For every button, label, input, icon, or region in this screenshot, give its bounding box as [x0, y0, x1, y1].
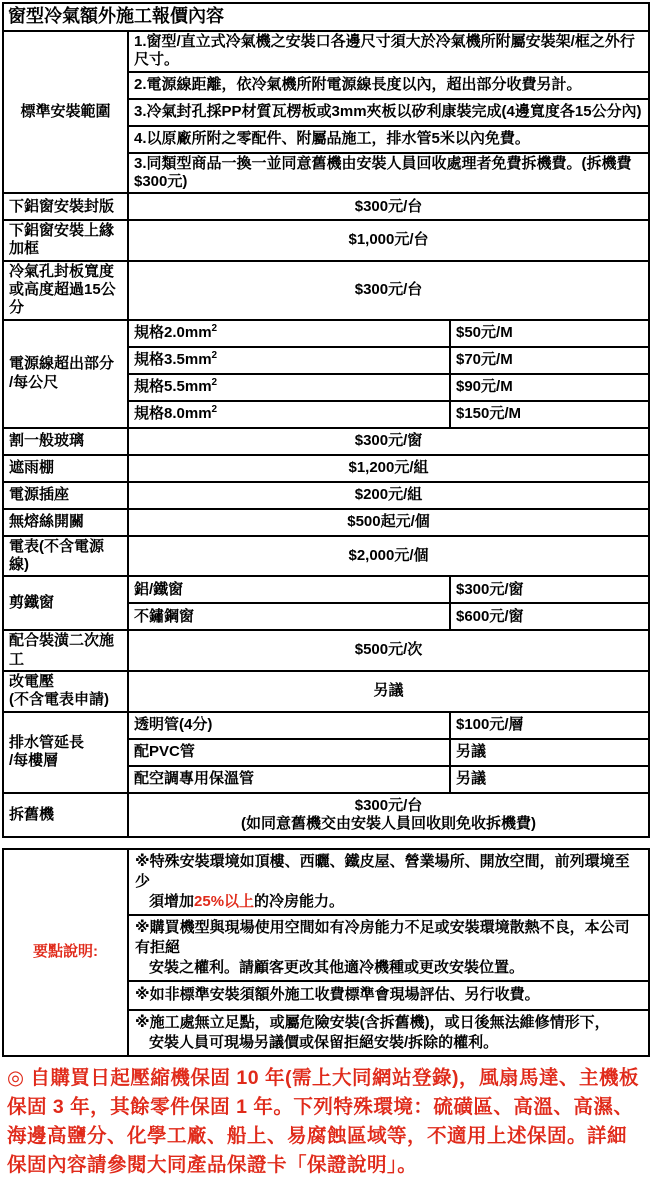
- spec-price: 另議: [450, 739, 649, 766]
- scope-item: 2.電源線距離，依冷氣機所附電源線長度以內，超出部分收費另計。: [128, 72, 649, 99]
- table-row: [3, 320, 649, 347]
- notes-table: [2, 848, 650, 1057]
- row-price: $2,000元/個: [128, 536, 649, 577]
- scope-label: 標準安裝範圍: [3, 31, 128, 193]
- row-price: $300元/台: [128, 261, 649, 320]
- row-price: $300元/窗: [128, 428, 649, 455]
- spec-name: 規格$8.0mm^2$: [128, 401, 450, 428]
- row-price: 另議: [128, 671, 649, 712]
- row-price: $200元/組: [128, 482, 649, 509]
- table-row: [3, 482, 649, 509]
- spec-price: 另議: [450, 766, 649, 793]
- scope-item: 3.同類型商品一換一並同意舊機由安裝人員回收處理者免費拆機費。(拆機費$300元): [128, 153, 649, 194]
- table-row: [3, 849, 649, 915]
- superscript: 2: [211, 377, 218, 389]
- row-label: 電表(不含電源線): [3, 536, 128, 577]
- scope-item: 3.冷氣封孔採PP材質瓦楞板或3mm夾板以矽利康裝完成(4邊寬度各15公分內): [128, 99, 649, 126]
- table-row: [3, 671, 649, 712]
- table-row: [3, 428, 649, 455]
- table-row: [3, 712, 649, 739]
- page-title: 窗型冷氣額外施工報價內容: [3, 3, 649, 31]
- note-item: ※如非標準安裝須額外施工收費標準會現場評估、另行收費。: [128, 981, 649, 1010]
- spec-price: $90元/M: [450, 374, 649, 401]
- row-price: $500起元/個: [128, 509, 649, 536]
- row-label: 電源線超出部分: [9, 355, 115, 373]
- spec-price: $600元/窗: [450, 603, 649, 630]
- row-price: $300元/台: [128, 193, 649, 220]
- warranty-text: ◎ 自購買日起壓縮機保固 10 年(需上大同網站登錄)，風扇馬達、主機板保固 3 年，其餘零件保固 1 年。下列特殊環境：硫磺區、高溫、高濕、海邊高鹽分、化學工廠、船上、易腐蝕區域等，不適用上述保固。詳細保固內容請參閱大同產品保證卡「保證說明」。: [7, 1066, 639, 1176]
- iron-window-label: 剪鐵窗: [3, 576, 128, 630]
- row-label: 冷氣孔封板寬度或高度超過15公分: [3, 261, 128, 320]
- table-row: [3, 455, 649, 482]
- row-label: 下鋁窗安裝上緣加框: [3, 220, 128, 261]
- superscript: 2: [211, 323, 218, 335]
- table-row: [3, 509, 649, 536]
- notes-label: 要點說明:: [3, 849, 128, 1056]
- row-label: 配合裝潢二次施工: [3, 630, 128, 671]
- drain-pipe-label: 排水管延長 /每樓層: [3, 712, 128, 793]
- superscript: 2: [211, 350, 218, 362]
- table-row: [3, 31, 649, 72]
- spec-price: $300元/窗: [450, 576, 649, 603]
- voltage-label: 改電壓 (不含電表申請): [3, 671, 128, 712]
- table-row: [3, 793, 649, 837]
- spec-price: $70元/M: [450, 347, 649, 374]
- table-row: [3, 261, 649, 320]
- scope-item: 4.以原廠所附之零配件、附屬品施工，排水管5米以內免費。: [128, 126, 649, 153]
- row-label: 拆舊機: [3, 793, 128, 837]
- table-row: [3, 630, 649, 671]
- spec-name: 鋁/鐵窗: [128, 576, 450, 603]
- spec-name: 配PVC管: [128, 739, 450, 766]
- row-price: $1,200元/組: [128, 455, 649, 482]
- row-label: 下鋁窗安裝封版: [3, 193, 128, 220]
- table-spacer: [2, 838, 648, 848]
- power-cord-label: [3, 320, 128, 428]
- spec-name: 透明管(4分): [128, 712, 450, 739]
- table-row: [3, 576, 649, 603]
- row-price: $1,000元/台: [128, 220, 649, 261]
- table-row: [3, 3, 649, 31]
- row-label: 遮雨棚: [3, 455, 128, 482]
- table-row: [3, 220, 649, 261]
- spec-price: $100元/層: [450, 712, 649, 739]
- spec-name: 規格$5.5mm^2$: [128, 374, 450, 401]
- spec-price: $50元/M: [450, 320, 649, 347]
- row-price: $500元/次: [128, 630, 649, 671]
- scope-item: 1.窗型/直立式冷氣機之安裝口各邊尺寸須大於冷氣機所附屬安裝架/框之外行尺寸。: [128, 31, 649, 72]
- row-label: /每公尺: [9, 373, 59, 391]
- row-label: 電源插座: [3, 482, 128, 509]
- spec-name: 規格$2.0mm^2$: [128, 320, 450, 347]
- spec-name: 規格$3.5mm^2$: [128, 347, 450, 374]
- note-item: ※施工處無立足點，或屬危險安裝(含拆舊機)，或日後無法維修情形下， 安裝人員可現場另議價或保留拒絕安裝/拆除的權利。: [128, 1010, 649, 1056]
- table-row: [3, 193, 649, 220]
- spec-name: 不鏽鋼窗: [128, 603, 450, 630]
- row-label: 割一般玻璃: [3, 428, 128, 455]
- note-item: ※特殊安裝環境如頂樓、西曬、鐵皮屋、營業場所、開放空間，前列環境至少 須增加25%以上的冷房能力。: [128, 849, 649, 915]
- row-label: 無熔絲開關: [3, 509, 128, 536]
- highlight-text: 25%以上: [194, 892, 255, 910]
- removal-price: $300元/台 (如同意舊機交由安裝人員回收則免收拆機費): [128, 793, 649, 837]
- note-item: ※購買機型與現場使用空間如有冷房能力不足或安裝環境散熱不良，本公司有拒絕 安裝之權利。請顧客更改其他適冷機種或更改安裝位置。: [128, 915, 649, 981]
- spec-price: $150元/M: [450, 401, 649, 428]
- superscript: 2: [211, 404, 218, 416]
- spec-name: 配空調專用保溫管: [128, 766, 450, 793]
- table-row: [3, 536, 649, 577]
- price-table: [2, 2, 650, 838]
